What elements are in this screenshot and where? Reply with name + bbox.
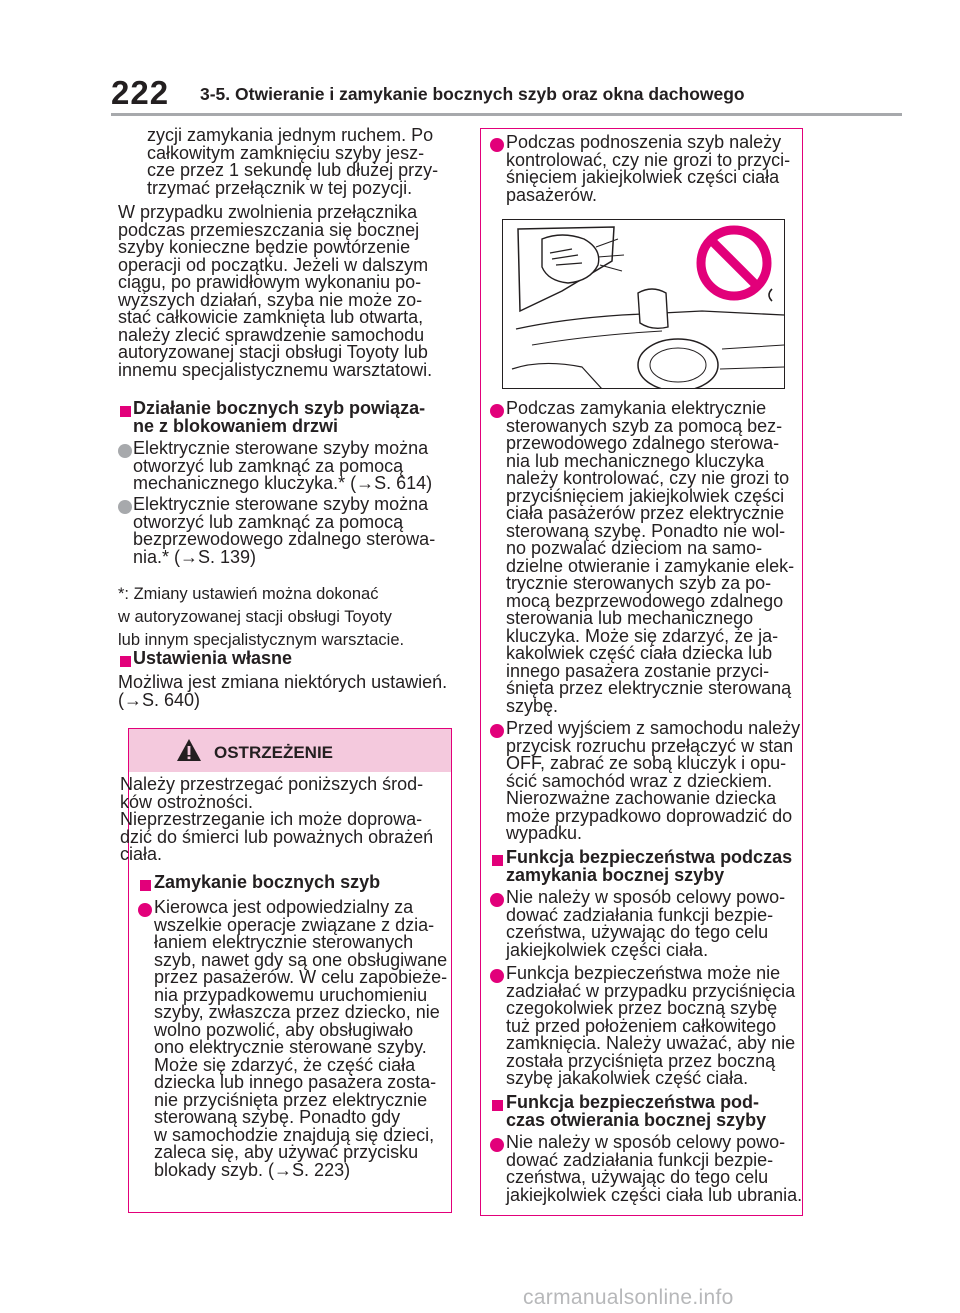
text-line: zycji zamykania jednym ruchem. Po xyxy=(147,125,434,145)
text-line: sterowaną szybę. Ponadto gdy xyxy=(154,1107,401,1127)
text-line: OFF, zabrać ze sobą kluczyk i opu- xyxy=(506,753,787,773)
text-line: dzielne otwieranie i zamykanie elek- xyxy=(506,555,795,576)
heading-closing-safety xyxy=(506,849,792,884)
text-line: zamykania bocznej szyby xyxy=(506,864,725,885)
text-line: kakolwiek część ciała dziecka lub xyxy=(506,643,773,663)
text-line: śnięciem jakiejkolwiek części ciała xyxy=(506,167,780,187)
text-line: zadziałać w przypadku przyciśnięcia xyxy=(506,980,796,1001)
text-line: przyciśnięciem jakiejkolwiek części xyxy=(506,485,785,506)
text-line: Nierozważne zachowanie dziecka xyxy=(506,788,777,808)
text-line: ne z blokowaniem drzwi xyxy=(133,415,339,436)
text-line: Może się zdarzyć, że część ciała xyxy=(154,1054,416,1075)
text-line: autoryzowanej stacji obsługi Toyoty lub xyxy=(118,342,428,362)
text-line: W przypadku zwolnienia przełącznika xyxy=(118,202,418,222)
text-line: sterowania lub mechanicznego xyxy=(506,608,754,628)
text-line: należy zlecić sprawdzenie samochodu xyxy=(118,324,425,345)
text-line: Funkcja bezpieczeństwa może nie xyxy=(506,963,781,983)
warning-bullet xyxy=(154,899,447,1179)
left-paragraph-1 xyxy=(147,127,438,197)
warning-triangle-icon xyxy=(176,738,202,762)
bullet-icon xyxy=(490,969,504,983)
warning-intro xyxy=(120,776,433,864)
text-line: ciała pasażerów przez elektrycznie xyxy=(506,503,785,523)
text-line: zamknięcia. Należy uważać, aby nie xyxy=(506,1033,796,1053)
text-line: stać całkowicie zamknięta lub otwarta, xyxy=(118,307,424,327)
section-title: 3-5. Otwieranie i zamykanie bocznych szyb oraz okna dachowego xyxy=(200,84,745,104)
text-line: Funkcja bezpieczeństwa pod- xyxy=(506,1092,760,1112)
text-line: przewodowego zdalnego sterowa- xyxy=(506,433,780,453)
text-line: cze przez 1 sekundę lub dłużej przy- xyxy=(147,160,439,180)
text-line: wszelkie operacje związane z dzia- xyxy=(154,914,435,935)
heading-door-lock xyxy=(133,400,425,435)
text-line: (→S. 640) xyxy=(118,689,201,710)
text-line: innemu specjalistycznemu warsztatowi. xyxy=(118,359,433,380)
section-marker-icon xyxy=(492,855,503,866)
text-line: przycisk rozruchu przełączyć w stan xyxy=(506,735,794,756)
warning-title: OSTRZEŻENIE xyxy=(214,743,334,762)
text-line: szybę. xyxy=(506,695,559,716)
text-line: innego pasażera zostanie przyci- xyxy=(506,660,770,681)
section-marker-icon xyxy=(120,656,131,667)
text-line: Kierowca jest odpowiedzialny za xyxy=(154,897,414,917)
left-paragraph-3 xyxy=(118,674,447,709)
text-line: czas otwierania bocznej szyby xyxy=(506,1109,767,1130)
text-line: w autoryzowanej stacji obsługi Toyoty xyxy=(118,608,392,626)
caution-bullet-4 xyxy=(506,889,785,959)
text-line: nia lub mechanicznego kluczyka xyxy=(506,450,765,471)
bullet-icon xyxy=(490,404,504,418)
text-line: podczas przemieszczania się bocznej xyxy=(118,219,420,240)
bullet-mechanical-key xyxy=(133,440,432,493)
text-line: Nie należy w sposób celowy powo- xyxy=(506,1132,786,1152)
text-line: szyb, nawet gdy są one obsługiwane xyxy=(154,949,448,970)
left-paragraph-2 xyxy=(118,204,432,379)
text-line: łaniem elektrycznie sterowanych xyxy=(154,932,414,952)
text-line: nia przypadkowemu uruchomieniu xyxy=(154,984,428,1005)
text-line: szybę jakakolwiek część ciała. xyxy=(506,1068,749,1088)
text-line: otworzyć lub zamknąć za pomocą xyxy=(133,511,404,532)
text-line: nie przyciśnięta przez elektrycznie xyxy=(154,1089,428,1110)
text-line: Należy przestrzegać poniższych środ- xyxy=(120,774,424,794)
text-line: ono elektrycznie sterowane szyby. xyxy=(154,1037,427,1057)
text-line: czegokolwiek przez boczną szybę xyxy=(506,998,778,1018)
text-line: szyby konieczne będzie powtórzenie xyxy=(118,237,411,257)
text-line: dzić do śmierci lub poważnych obrażeń xyxy=(120,826,434,847)
text-line: tuż przed położeniem całkowitego xyxy=(506,1015,777,1036)
header-rule xyxy=(111,113,902,116)
illustration-window-pinch xyxy=(502,219,785,389)
text-line: otworzyć lub zamknąć za pomocą xyxy=(133,455,404,476)
text-line: sterowaną szybę. Ponadto nie wol- xyxy=(506,520,786,541)
text-line: Podczas zamykania elektrycznie xyxy=(506,398,767,418)
text-line: wolno pozwolić, aby obsługiwało xyxy=(154,1019,414,1040)
bullet-icon xyxy=(490,893,504,907)
text-line: kluczyka. Może się zdarzyć, że ja- xyxy=(506,625,779,646)
text-line: blokady szyb. (→S. 223) xyxy=(154,1159,351,1180)
caution-bullet-3 xyxy=(506,720,800,843)
text-line: operacji od początku. Jeżeli w dalszym xyxy=(118,254,429,275)
bullet-icon xyxy=(490,724,504,738)
text-line: śnięta przez elektrycznie sterowaną xyxy=(506,678,792,698)
heading-custom-settings: Ustawienia własne xyxy=(133,648,293,668)
section-marker-icon xyxy=(492,1100,503,1111)
text-line: trzymać przełącznik w tej pozycji. xyxy=(147,177,413,198)
text-line: nia.* (→S. 139) xyxy=(133,546,257,567)
bullet-icon xyxy=(118,500,132,514)
text-line: trycznie sterowanych szyb za po- xyxy=(506,573,772,593)
text-line: Elektrycznie sterowane szyby można xyxy=(133,438,429,458)
text-line: pasażerów. xyxy=(506,184,598,205)
text-line: ków ostrożności. xyxy=(120,791,254,812)
text-line: lub innym specjalistycznym warsztacie. xyxy=(118,631,405,649)
bullet-icon xyxy=(118,444,132,458)
watermark: carmanualsonline.info xyxy=(523,1286,734,1309)
caution-box xyxy=(480,128,803,1216)
text-line: Podczas podnoszenia szyb należy xyxy=(506,132,782,152)
text-line: Działanie bocznych szyb powiąza- xyxy=(133,398,426,418)
text-line: szyby, zwłaszcza przez dziecko, nie xyxy=(154,1002,440,1022)
text-line: jakiejkolwiek części ciała. xyxy=(506,939,709,960)
text-line: dziecka lub innego pasażera zosta- xyxy=(154,1072,437,1092)
text-line: zaleca się, aby używać przycisku xyxy=(154,1142,419,1162)
text-line: należy kontrolować, czy nie grozi to xyxy=(506,468,790,488)
page-number: 222 xyxy=(111,74,170,111)
text-line: w samochodzie znajdują się dzieci, xyxy=(154,1124,435,1145)
text-line: mocą bezprzewodowego zdalnego xyxy=(506,590,784,611)
warning-box xyxy=(120,728,452,1213)
text-line: no pozwalać dzieciom na samo- xyxy=(506,538,763,558)
text-line: mechanicznego kluczyka.* (→S. 614) xyxy=(133,473,433,493)
text-line: Elektrycznie sterowane szyby można xyxy=(133,494,429,514)
caution-bullet-2 xyxy=(506,400,794,715)
text-line: wypadku. xyxy=(506,823,583,843)
text-line: Możliwa jest zmiana niektórych ustawień. xyxy=(118,672,448,692)
text-line: ciągu, po prawidłowym wykonaniu po- xyxy=(118,272,422,292)
text-line: kontrolować, czy nie grozi to przyci- xyxy=(506,149,791,170)
text-line: Funkcja bezpieczeństwa podczas xyxy=(506,847,793,867)
text-line: dować zadziałania funkcji bezpie- xyxy=(506,1149,774,1170)
footnote xyxy=(118,583,404,652)
text-line: czeństwa, używając do tego celu xyxy=(506,922,769,942)
text-line: dować zadziałania funkcji bezpie- xyxy=(506,904,774,925)
text-line: czeństwa, używając do tego celu xyxy=(506,1167,769,1187)
text-line: przez pasażerów. W celu zapobieże- xyxy=(154,967,448,987)
text-line: całkowitym zamknięciu szyby jesz- xyxy=(147,142,425,163)
text-line: może przypadkowo doprowadzić do xyxy=(506,805,793,826)
text-line: jakiejkolwiek części ciała lub ubrania. xyxy=(506,1184,803,1205)
bullet-icon xyxy=(490,1138,504,1152)
section-marker-icon xyxy=(120,406,131,417)
bullet-wireless-remote xyxy=(133,496,435,566)
text-line: sterowanych szyb za pomocą bez- xyxy=(506,415,783,436)
caution-bullet-5 xyxy=(506,965,795,1088)
text-line: bezprzewodowego zdalnego sterowa- xyxy=(133,529,436,549)
warning-header xyxy=(129,729,451,772)
text-line: wyższych działań, szyba nie może zo- xyxy=(118,289,423,310)
text-line: Przed wyjściem z samochodu należy xyxy=(506,718,801,738)
caution-bullet-6 xyxy=(506,1134,802,1204)
text-line: Nieprzestrzeganie ich może doprowa- xyxy=(120,809,423,829)
text-line: ścić samochód wraz z dzieckiem. xyxy=(506,770,773,791)
text-line: *: Zmiany ustawień można dokonać xyxy=(118,585,379,603)
bullet-icon xyxy=(490,138,504,152)
caution-bullet-1 xyxy=(506,134,790,204)
text-line: została przyciśnięta przez boczną xyxy=(506,1050,776,1071)
heading-opening-safety xyxy=(506,1094,766,1129)
warning-heading: Zamykanie bocznych szyb xyxy=(154,872,381,892)
bullet-icon xyxy=(138,903,152,917)
text-line: Nie należy w sposób celowy powo- xyxy=(506,887,786,907)
text-line: ciała. xyxy=(120,844,163,864)
section-marker-icon xyxy=(140,880,151,891)
